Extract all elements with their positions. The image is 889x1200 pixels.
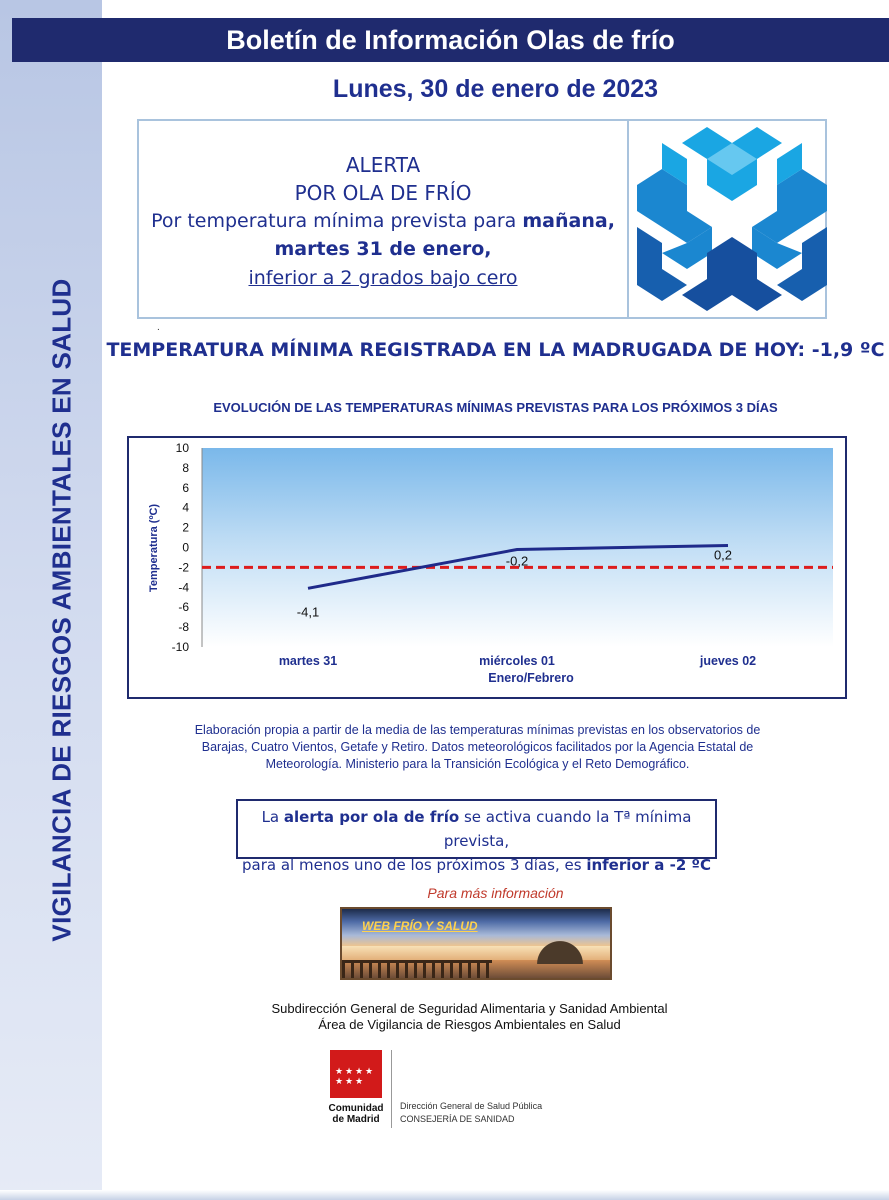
more-info-label: Para más información xyxy=(427,885,564,901)
y-tick-label: -8 xyxy=(178,620,189,635)
star-icon: ★ xyxy=(355,1076,364,1086)
star-icon: ★ xyxy=(345,1066,354,1076)
rule-text: La xyxy=(261,808,284,826)
bottom-strip xyxy=(0,1190,889,1200)
rule-line-1 xyxy=(238,805,715,853)
department-line: Área de Vigilancia de Riesgos Ambientales en Salud xyxy=(318,1017,621,1032)
y-tick-label: -2 xyxy=(178,560,189,575)
department-credit xyxy=(102,1001,837,1033)
y-tick-label: 8 xyxy=(182,460,189,475)
star-icon: ★ xyxy=(335,1076,344,1086)
source-note xyxy=(150,722,805,773)
x-tick-label: miércoles 01 xyxy=(479,654,555,668)
sidebar xyxy=(0,0,102,1200)
snowflake-icon xyxy=(637,127,827,311)
alert-rule-box xyxy=(236,799,717,874)
star-icon: ★ xyxy=(335,1066,344,1076)
web-frio-salud-banner[interactable] xyxy=(340,907,612,980)
y-tick-label: -6 xyxy=(178,600,189,615)
star-icon: ★ xyxy=(345,1076,354,1086)
x-tick-labels xyxy=(279,654,756,668)
star-icon: ★ xyxy=(365,1066,374,1076)
page-title: Boletín de Información Olas de frío xyxy=(12,18,889,62)
web-frio-salud-link[interactable]: WEB FRÍO Y SALUD xyxy=(362,919,478,933)
stray-dot: . xyxy=(157,322,160,333)
y-tick-label: -10 xyxy=(171,640,189,654)
alert-box xyxy=(137,119,827,319)
alert-reason-prefix: Por temperatura mínima prevista para xyxy=(151,210,523,232)
source-line: Elaboración propia a partir de la media de las temperaturas mínimas previstas en los observatorios de xyxy=(194,723,761,737)
y-tick-label: 10 xyxy=(175,441,189,455)
source-line: Barajas, Cuatro Vientos, Getafe y Retiro. Datos meteorológicos facilitados por la Agencia Estatal de xyxy=(201,740,754,754)
x-tick-label: martes 31 xyxy=(278,654,338,668)
rule-bold: alerta por ola de frío xyxy=(283,808,460,826)
y-tick-labels xyxy=(172,441,190,654)
y-tick-label: 4 xyxy=(182,500,189,515)
bulletin-date: Lunes, 30 de enero de 2023 xyxy=(332,75,659,103)
y-tick-label: 0 xyxy=(182,540,189,555)
alert-heading: ALERTA xyxy=(345,153,421,177)
department-line: Subdirección General de Seguridad Alimentaria y Sanidad Ambiental xyxy=(271,1001,668,1016)
data-label: -0,2 xyxy=(505,553,529,569)
alert-reason-day: mañana, xyxy=(522,210,615,232)
banner-fence xyxy=(342,960,492,978)
data-label: 0,2 xyxy=(713,547,733,563)
alert-divider xyxy=(627,121,629,317)
madrid-logo-name xyxy=(320,1103,392,1125)
alert-text xyxy=(139,121,627,317)
y-tick-label: -4 xyxy=(178,580,189,595)
top-band xyxy=(102,0,889,14)
alert-date: martes 31 de enero, xyxy=(274,238,492,260)
x-axis-title: Enero/Febrero xyxy=(488,671,574,685)
logo-dept-line: CONSEJERÍA DE SANIDAD xyxy=(400,1114,515,1124)
min-temperature-label: TEMPERATURA MÍNIMA REGISTRADA EN LA MADRUGADA DE HOY: -1,9 ºC xyxy=(106,339,885,361)
rule-text: se activa cuando la Tª mínima prevista, xyxy=(443,808,692,850)
rule-line-2 xyxy=(238,853,715,877)
star-icon: ★ xyxy=(355,1066,364,1076)
rule-text: para al menos uno de los próximos 3 días, es xyxy=(241,856,587,874)
logo-dept-line: Dirección General de Salud Pública xyxy=(400,1101,543,1111)
data-label: -4,1 xyxy=(296,604,320,620)
logo-separator xyxy=(391,1050,392,1128)
madrid-flag-logo xyxy=(330,1050,382,1098)
source-line: Meteorología. Ministerio para la Transición Ecológica y el Reto Demográfico. xyxy=(265,757,690,771)
logo-department xyxy=(400,1100,542,1126)
rule-bold: inferior a -2 ºC xyxy=(586,856,711,874)
x-tick-label: jueves 02 xyxy=(699,654,757,668)
alert-reason xyxy=(139,207,627,235)
logo-name-line: de Madrid xyxy=(332,1114,380,1125)
chart-title: EVOLUCIÓN DE LAS TEMPERATURAS MÍNIMAS PREVISTAS PARA LOS PRÓXIMOS 3 DÍAS xyxy=(213,400,778,415)
temperature-chart xyxy=(127,436,847,699)
y-tick-label: 6 xyxy=(182,480,189,495)
y-tick-label: 2 xyxy=(182,520,189,535)
logo-name-line: Comunidad xyxy=(328,1103,384,1114)
sidebar-title: VIGILANCIA DE RIESGOS AMBIENTALES EN SALUD xyxy=(46,278,77,942)
alert-subheading: POR OLA DE FRÍO xyxy=(294,181,472,205)
alert-threshold: inferior a 2 grados bajo cero xyxy=(248,267,518,289)
y-axis-title: Temperatura (ºC) xyxy=(148,503,160,593)
banner-trees xyxy=(520,924,600,964)
